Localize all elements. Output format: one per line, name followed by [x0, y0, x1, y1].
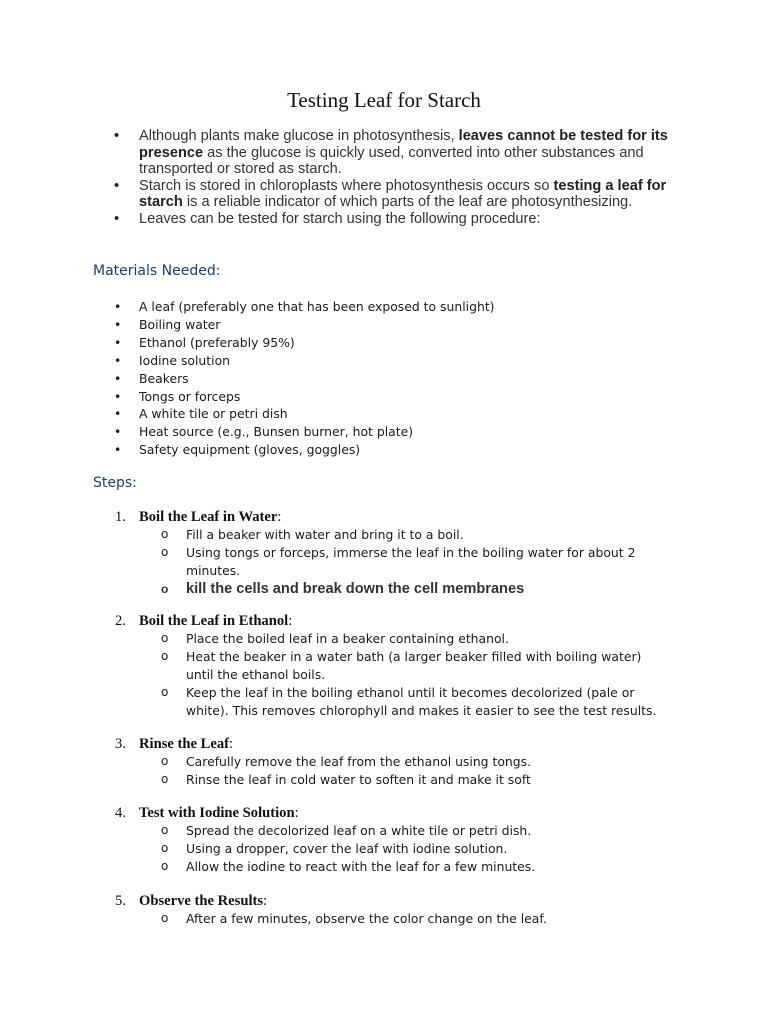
step-colon: :: [263, 893, 268, 909]
sub-item: [115, 753, 666, 771]
intro-text: Starch is stored in chloroplasts where photosynthesis occurs so: [139, 177, 554, 194]
step-title: Rinse the Leaf: [139, 736, 229, 752]
sub-item: [115, 630, 666, 648]
step-title: Boil the Leaf in Ethanol: [139, 613, 289, 629]
intro-text: is a reliable indicator of which parts of the leaf are photosynthesizing.: [182, 194, 633, 211]
sub-item-text: Allow the iodine to react with the leaf for a few minutes.: [186, 858, 536, 874]
sub-item: [115, 544, 666, 580]
step-colon: :: [229, 736, 234, 752]
step-heading: [115, 612, 695, 630]
list-item: • Beakers: [112, 370, 672, 388]
sub-bullet-marker: o: [161, 754, 169, 768]
sub-item-text: Keep the leaf in the boiling ethanol until it becomes decolorized (pale or white). This removes chlorophyll and makes it easier to see the test results.: [186, 684, 657, 718]
step-number: 5.: [115, 893, 126, 909]
step-number: 3.: [115, 736, 126, 752]
sub-item: [115, 580, 666, 598]
intro-bullet-1: [112, 128, 682, 178]
sub-bullet-marker: o: [161, 648, 169, 663]
step-number: 2.: [115, 613, 126, 629]
step-sublist: [115, 630, 695, 720]
sub-item-text: Using tongs or forceps, immerse the leaf in the boiling water for about 2 minutes.: [186, 544, 636, 578]
list-item: • Ethanol (preferably 95%): [112, 334, 672, 352]
materials-list: [112, 298, 672, 459]
list-item: • A white tile or petri dish: [112, 405, 672, 423]
list-item: • A leaf (preferably one that has been exposed to sunlight): [112, 298, 672, 316]
sub-bullet-marker: o: [161, 684, 169, 699]
step-sublist: [115, 753, 695, 789]
step-sublist: [115, 526, 695, 598]
sub-bullet-marker: o: [161, 631, 169, 645]
step-sublist: [115, 910, 695, 928]
step-colon: :: [294, 805, 299, 821]
sub-item-text: kill the cells and break down the cell membranes: [186, 580, 525, 597]
materials-heading: Materials Needed:: [93, 263, 221, 279]
step-sublist: [115, 822, 695, 876]
step-title: Observe the Results: [139, 893, 264, 909]
step-2: [115, 612, 695, 720]
sub-bullet-marker: o: [161, 911, 169, 925]
step-number: 4.: [115, 805, 126, 821]
sub-item: [115, 858, 666, 876]
sub-bullet-marker: o: [161, 840, 169, 855]
list-item: • Safety equipment (gloves, goggles): [112, 441, 672, 459]
sub-bullet-marker: o: [161, 581, 169, 596]
step-colon: :: [288, 613, 293, 629]
step-heading: [115, 508, 695, 526]
step-4: [115, 804, 695, 876]
step-5: [115, 892, 695, 928]
list-item: • Iodine solution: [112, 352, 672, 370]
intro-text: as the glucose is quickly used, converted into other substances and transported or stored as starch.: [139, 144, 644, 178]
step-heading: [115, 892, 695, 910]
intro-text: Although plants make glucose in photosynthesis,: [139, 128, 459, 144]
sub-item-text: Carefully remove the leaf from the ethanol using tongs.: [186, 754, 532, 769]
list-item: • Heat source (e.g., Bunsen burner, hot plate): [112, 423, 672, 441]
intro-bold-text: testing a leaf for starch: [139, 177, 667, 211]
sub-item: [115, 910, 666, 928]
step-colon: :: [277, 509, 282, 525]
steps-heading: Steps:: [93, 475, 137, 491]
sub-item-text: Heat the beaker in a water bath (a larger beaker filled with boiling water) until the ethanol boils.: [186, 648, 642, 682]
sub-item: [115, 771, 666, 789]
sub-bullet-marker: o: [161, 527, 169, 541]
sub-item-text: After a few minutes, observe the color change on the leaf.: [186, 911, 547, 926]
intro-bullet-2: [112, 178, 682, 211]
sub-item-text: Rinse the leaf in cold water to soften it and make it soft: [186, 771, 531, 787]
step-title: Boil the Leaf in Water: [139, 509, 278, 525]
list-item: • Tongs or forceps: [112, 388, 672, 406]
sub-bullet-marker: o: [161, 544, 169, 559]
sub-bullet-marker: o: [161, 771, 169, 786]
list-item: • Boiling water: [112, 316, 672, 334]
page-title: Testing Leaf for Starch: [287, 88, 481, 112]
step-number: 1.: [115, 509, 126, 525]
intro-text: Leaves can be tested for starch using the following procedure:: [139, 210, 541, 227]
sub-item: [115, 648, 666, 684]
step-1: [115, 508, 695, 598]
sub-item-text: Spread the decolorized leaf on a white tile or petri dish.: [186, 823, 532, 838]
sub-item-text: Place the boiled leaf in a beaker containing ethanol.: [186, 631, 509, 646]
step-3: [115, 735, 695, 789]
intro-bold-text: leaves cannot be tested for its presence: [139, 128, 668, 161]
sub-item: [115, 526, 666, 544]
step-heading: [115, 804, 695, 822]
sub-bullet-marker: o: [161, 858, 169, 873]
sub-item-text: Fill a beaker with water and bring it to a boil.: [186, 527, 464, 542]
sub-item: [115, 822, 666, 840]
step-title: Test with Iodine Solution: [139, 805, 295, 821]
intro-list: [112, 128, 682, 228]
sub-item-text: Using a dropper, cover the leaf with iodine solution.: [186, 840, 508, 856]
sub-item: [115, 684, 666, 720]
sub-bullet-marker: o: [161, 823, 169, 837]
step-heading: [115, 735, 695, 753]
intro-bullet-3: [112, 211, 682, 228]
sub-item: [115, 840, 666, 858]
